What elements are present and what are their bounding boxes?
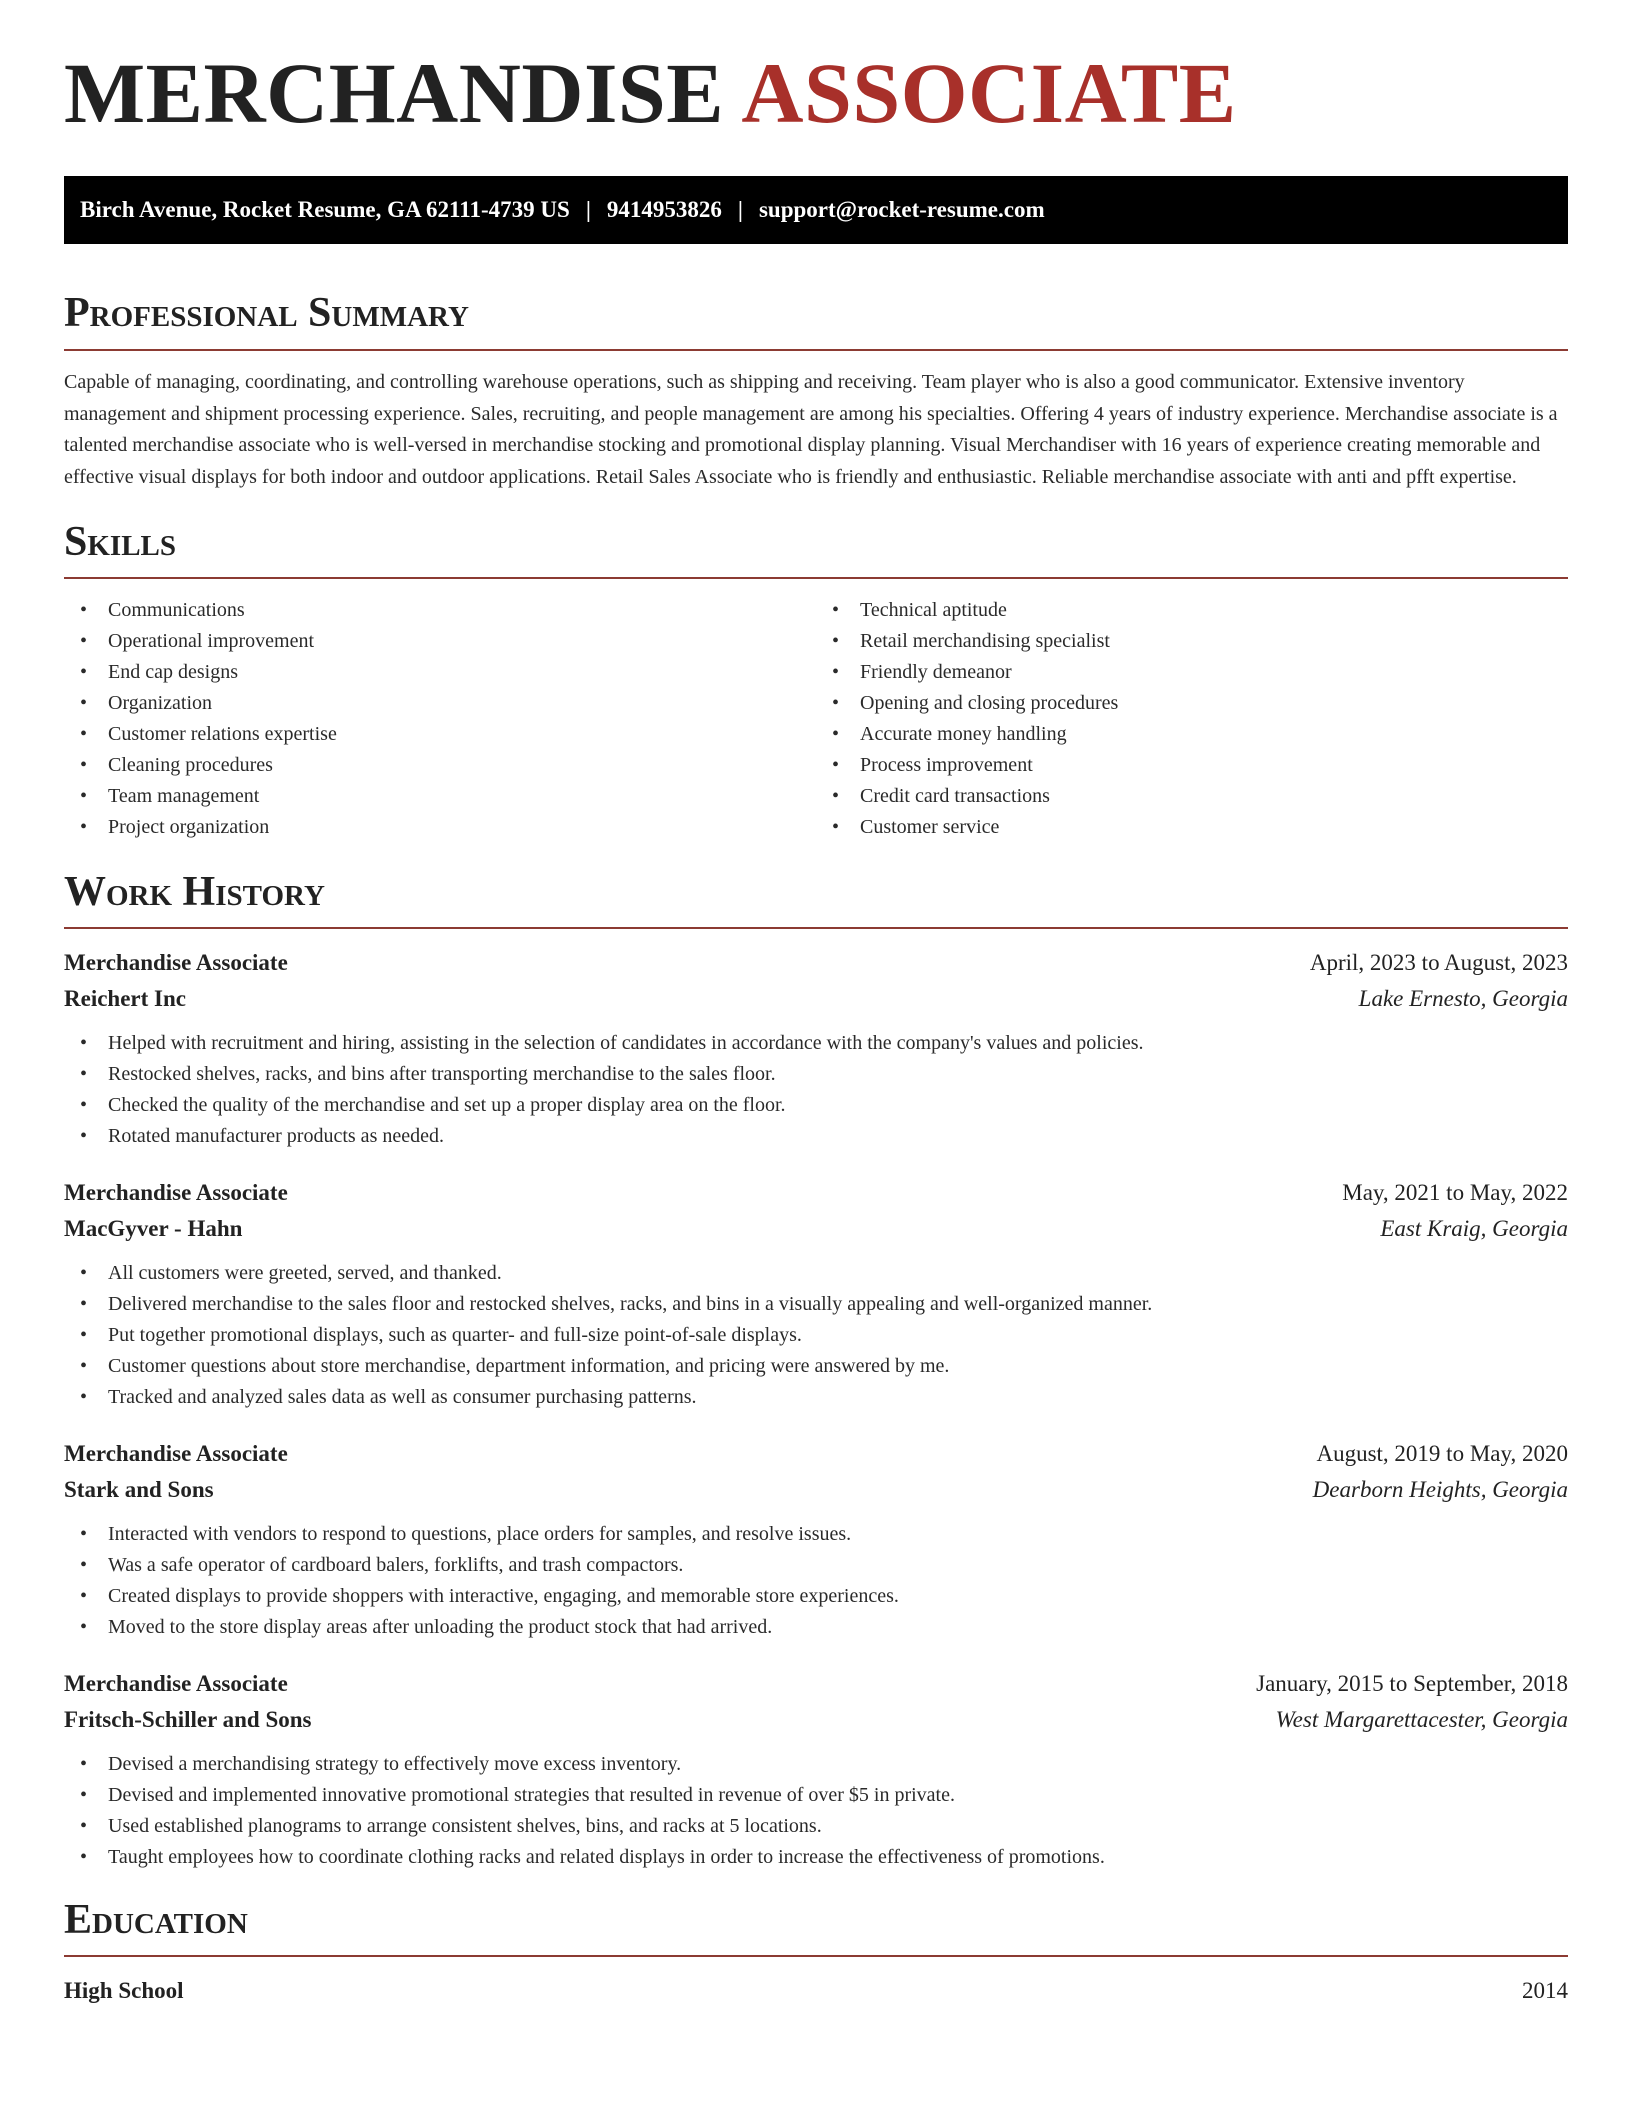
skill-item: • Customer service bbox=[816, 812, 1568, 843]
skill-item: • Project organization bbox=[64, 812, 816, 843]
job-dates: January, 2015 to September, 2018 bbox=[1256, 1671, 1568, 1696]
skills-heading: Skills bbox=[64, 519, 177, 565]
contact-address: Birch Avenue, Rocket Resume, GA 62111-4739 US bbox=[80, 197, 570, 222]
job-bullet: • Customer questions about store merchandise, department information, and pricing were answered by me. bbox=[64, 1351, 1568, 1382]
job-company-row bbox=[64, 1702, 1568, 1738]
job-entry bbox=[64, 1666, 1568, 1873]
contact-separator: | bbox=[737, 197, 743, 222]
skill-item: • Customer relations expertise bbox=[64, 719, 816, 750]
job-location: West Margarettacester, Georgia bbox=[1275, 1707, 1568, 1732]
title-second-word: ASSOCIATE bbox=[741, 45, 1237, 141]
education-degree: High School bbox=[64, 1978, 184, 2003]
job-bullet: • Helped with recruitment and hiring, assisting in the selection of candidates in accordance with the company's values and policies. bbox=[64, 1028, 1568, 1059]
job-bullet: • Put together promotional displays, such as quarter- and full-size point-of-sale displays. bbox=[64, 1320, 1568, 1351]
job-bullet: • Taught employees how to coordinate clothing racks and related displays in order to increase the effectiveness of promotions. bbox=[64, 1842, 1568, 1873]
skill-item: • Operational improvement bbox=[64, 626, 816, 657]
education-section bbox=[64, 1899, 1568, 2009]
job-entry bbox=[64, 1436, 1568, 1643]
job-dates: August, 2019 to May, 2020 bbox=[1316, 1441, 1568, 1466]
job-title: Merchandise Associate bbox=[64, 1180, 288, 1205]
job-company-row bbox=[64, 1472, 1568, 1508]
skills-divider bbox=[64, 577, 1568, 579]
job-location: Dearborn Heights, Georgia bbox=[1312, 1477, 1568, 1502]
summary-section bbox=[64, 292, 1568, 493]
skill-item: • Organization bbox=[64, 688, 816, 719]
job-bullet: • All customers were greeted, served, and thanked. bbox=[64, 1258, 1568, 1289]
job-bullet: • Used established planograms to arrange consistent shelves, bins, and racks at 5 locations. bbox=[64, 1811, 1568, 1842]
job-header-row bbox=[64, 1436, 1568, 1472]
job-company: Fritsch-Schiller and Sons bbox=[64, 1707, 312, 1732]
job-bullets bbox=[64, 1749, 1568, 1873]
job-bullet: • Tracked and analyzed sales data as well as consumer purchasing patterns. bbox=[64, 1382, 1568, 1413]
skill-item: • Credit card transactions bbox=[816, 781, 1568, 812]
skill-item: • Technical aptitude bbox=[816, 595, 1568, 626]
skill-item: • Team management bbox=[64, 781, 816, 812]
summary-text: Capable of managing, coordinating, and controlling warehouse operations, such as shipping and receiving. Team player who is also a good communicator. Extensive inventory management and shipment processing experience. Sales, recruiting, and people management are among his specialties. Offering 4 years of industry experience. Merchandise associate is a talented merchandise associate who is well-versed in merchandise stocking and promotional display planning. Visual Merchandiser with 16 years of experience creating memorable and effective visual displays for both indoor and outdoor applications. Retail Sales Associate who is friendly and enthusiastic. Reliable merchandise associate with anti and pfft expertise. bbox=[64, 371, 1558, 488]
contact-bar bbox=[64, 176, 1568, 244]
skills-grid bbox=[64, 595, 1568, 843]
skill-item: • Opening and closing procedures bbox=[816, 688, 1568, 719]
job-dates: May, 2021 to May, 2022 bbox=[1342, 1180, 1568, 1205]
contact-separator: | bbox=[585, 197, 591, 222]
skill-item: • Retail merchandising specialist bbox=[816, 626, 1568, 657]
job-bullet: • Devised a merchandising strategy to effectively move excess inventory. bbox=[64, 1749, 1568, 1780]
skill-item: • Communications bbox=[64, 595, 816, 626]
job-company: Stark and Sons bbox=[64, 1477, 214, 1502]
contact-email: support@rocket-resume.com bbox=[758, 197, 1045, 222]
job-title: Merchandise Associate bbox=[64, 1671, 288, 1696]
job-header-row bbox=[64, 1175, 1568, 1211]
job-bullets bbox=[64, 1028, 1568, 1152]
skill-item: • Friendly demeanor bbox=[816, 657, 1568, 688]
job-company: MacGyver - Hahn bbox=[64, 1216, 243, 1241]
job-company: Reichert Inc bbox=[64, 986, 186, 1011]
job-bullet: • Devised and implemented innovative promotional strategies that resulted in revenue of over $5 in private. bbox=[64, 1780, 1568, 1811]
job-bullets bbox=[64, 1258, 1568, 1413]
job-bullet: • Checked the quality of the merchandise and set up a proper display area on the floor. bbox=[64, 1090, 1568, 1121]
education-year: 2014 bbox=[1522, 1978, 1568, 2003]
job-bullet: • Created displays to provide shoppers with interactive, engaging, and memorable store experiences. bbox=[64, 1581, 1568, 1612]
job-title: Merchandise Associate bbox=[64, 950, 288, 975]
skill-item: • Cleaning procedures bbox=[64, 750, 816, 781]
job-bullet: • Moved to the store display areas after unloading the product stock that had arrived. bbox=[64, 1612, 1568, 1643]
job-location: Lake Ernesto, Georgia bbox=[1358, 986, 1568, 1011]
skills-section bbox=[64, 521, 1568, 843]
skill-item: • Process improvement bbox=[816, 750, 1568, 781]
job-entry bbox=[64, 945, 1568, 1152]
job-bullets bbox=[64, 1519, 1568, 1643]
title-first-word: MERCHANDISE bbox=[64, 45, 725, 141]
skills-column-left bbox=[64, 595, 816, 843]
work-history-heading: Work History bbox=[64, 869, 325, 915]
resume-title bbox=[64, 0, 1568, 141]
summary-heading: Professional Summary bbox=[64, 290, 469, 336]
job-header-row bbox=[64, 1666, 1568, 1702]
skill-item: • Accurate money handling bbox=[816, 719, 1568, 750]
job-header-row bbox=[64, 945, 1568, 981]
job-dates: April, 2023 to August, 2023 bbox=[1309, 950, 1568, 975]
education-entry bbox=[64, 1973, 1568, 2009]
contact-phone: 9414953826 bbox=[606, 197, 722, 222]
job-bullet: • Rotated manufacturer products as needed. bbox=[64, 1121, 1568, 1152]
summary-divider bbox=[64, 349, 1568, 351]
work-history-section bbox=[64, 871, 1568, 1873]
skill-item: • End cap designs bbox=[64, 657, 816, 688]
job-company-row bbox=[64, 981, 1568, 1017]
job-bullet: • Delivered merchandise to the sales floor and restocked shelves, racks, and bins in a visually appealing and well-organized manner. bbox=[64, 1289, 1568, 1320]
job-title: Merchandise Associate bbox=[64, 1441, 288, 1466]
job-location: East Kraig, Georgia bbox=[1380, 1216, 1568, 1241]
work-history-divider bbox=[64, 927, 1568, 929]
job-company-row bbox=[64, 1211, 1568, 1247]
education-divider bbox=[64, 1955, 1568, 1957]
skills-column-right bbox=[816, 595, 1568, 843]
education-heading: Education bbox=[64, 1897, 248, 1943]
job-bullet: • Restocked shelves, racks, and bins after transporting merchandise to the sales floor. bbox=[64, 1059, 1568, 1090]
job-bullet: • Interacted with vendors to respond to questions, place orders for samples, and resolve issues. bbox=[64, 1519, 1568, 1550]
job-entry bbox=[64, 1175, 1568, 1413]
job-bullet: • Was a safe operator of cardboard balers, forklifts, and trash compactors. bbox=[64, 1550, 1568, 1581]
